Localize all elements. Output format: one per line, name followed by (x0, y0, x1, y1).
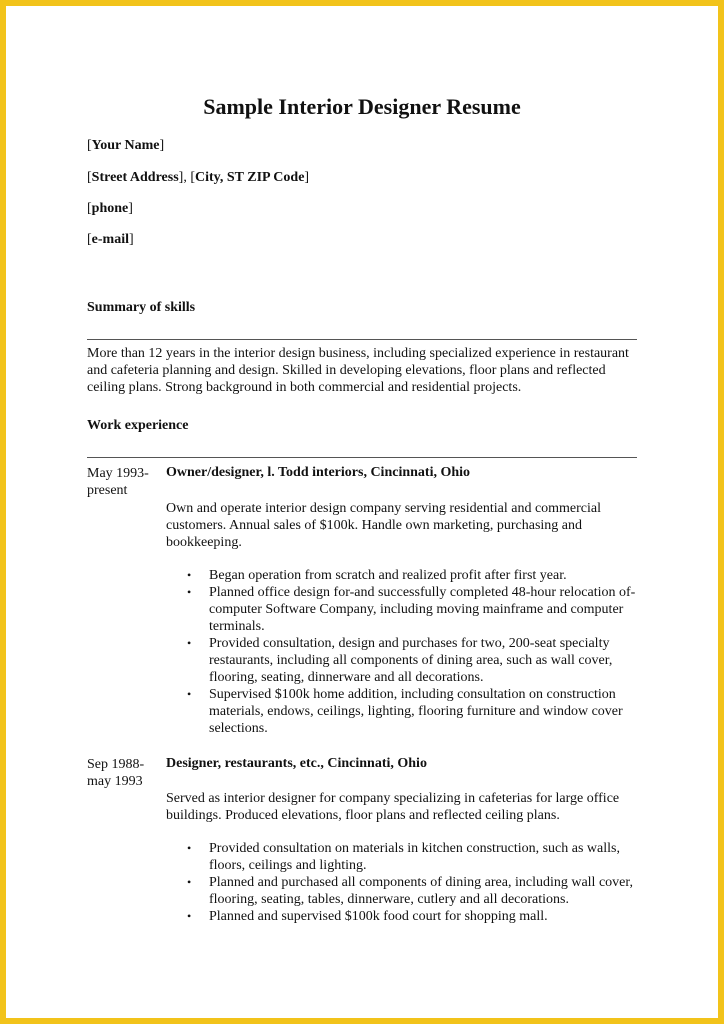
contact-phone: [phone] (87, 201, 133, 216)
bullet-icon: • (187, 687, 192, 701)
job-1-date-start: May 1993- (87, 466, 149, 481)
bullet-icon: • (187, 585, 192, 599)
list-item: • Planned office design for-and successfully completed 48-hour relocation of-computer Software Company, including moving mainframe and computer terminals. (187, 585, 636, 634)
job-1-bullets (182, 567, 642, 737)
job-2-bullets (182, 840, 642, 925)
contact-address: [Street Address], [City, ST ZIP Code] (87, 170, 310, 185)
name-field: Your Name (91, 138, 160, 153)
work-heading: Work experience (87, 418, 189, 433)
job-2-description: Served as interior designer for company specializing in cafeterias for large office buildings. Produced elevations, floor plans and reflected ceiling plans. (166, 791, 620, 823)
job-2-date (87, 756, 157, 790)
job-2-date-end: may 1993 (87, 774, 143, 789)
list-item: • Provided consultation, design and purchases for two, 200-seat specialty restaurants, including all components of dining area, such as wall cover, flooring, seating, dinnerware and all decorations. (187, 636, 613, 685)
list-item: • Provided consultation on materials in kitchen construction, such as walls, floors, ceilings and lighting. (187, 841, 620, 873)
list-item: • Supervised $100k home addition, including consultation on construction materials, endows, ceilings, lighting, flooring furniture and window cover selections. (187, 687, 623, 736)
city-field: City, ST ZIP Code (194, 170, 305, 185)
bullet-icon: • (187, 841, 192, 855)
job-1-description: Own and operate interior design company serving residential and commercial customers. Annual sales of $100k. Handle own marketing, purchasing and bookkeeping. (166, 501, 602, 550)
contact-email: [e-mail] (87, 232, 134, 247)
job-1-date-end: present (87, 483, 128, 498)
list-item: • Planned and purchased all components of dining area, including wall cover, flooring, seating, tables, dinnerware, cutlery and all decorations. (187, 875, 633, 907)
job-1-title: Owner/designer, l. Todd interiors, Cincinnati, Ohio (166, 465, 471, 480)
job-2-title: Designer, restaurants, etc., Cincinnati, Ohio (166, 756, 427, 771)
contact-name: [Your Name] (87, 138, 165, 153)
job-2-date-start: Sep 1988- (87, 757, 145, 772)
summary-heading: Summary of skills (87, 300, 196, 315)
email-field: e-mail (91, 232, 129, 247)
bullet-icon: • (187, 909, 192, 923)
bullet-icon: • (187, 568, 192, 582)
work-divider (87, 457, 637, 458)
page-title: Sample Interior Designer Resume (203, 94, 521, 119)
list-item: • Began operation from scratch and realized profit after first year. (187, 568, 567, 583)
bullet-icon: • (187, 875, 192, 889)
summary-text: More than 12 years in the interior design business, including specialized experience in restaurant and cafeteria planning and design. Skilled in developing elevations, floor plans and reflected ceiling plans. Strong background in both commercial and residential projects. (87, 346, 629, 395)
resume-page (6, 6, 718, 1018)
list-item: • Planned and supervised $100k food court for shopping mall. (187, 909, 548, 924)
job-1-date (87, 465, 157, 499)
summary-divider (87, 339, 637, 340)
phone-field: phone (91, 201, 129, 216)
street-field: Street Address (91, 170, 179, 185)
bullet-icon: • (187, 636, 192, 650)
